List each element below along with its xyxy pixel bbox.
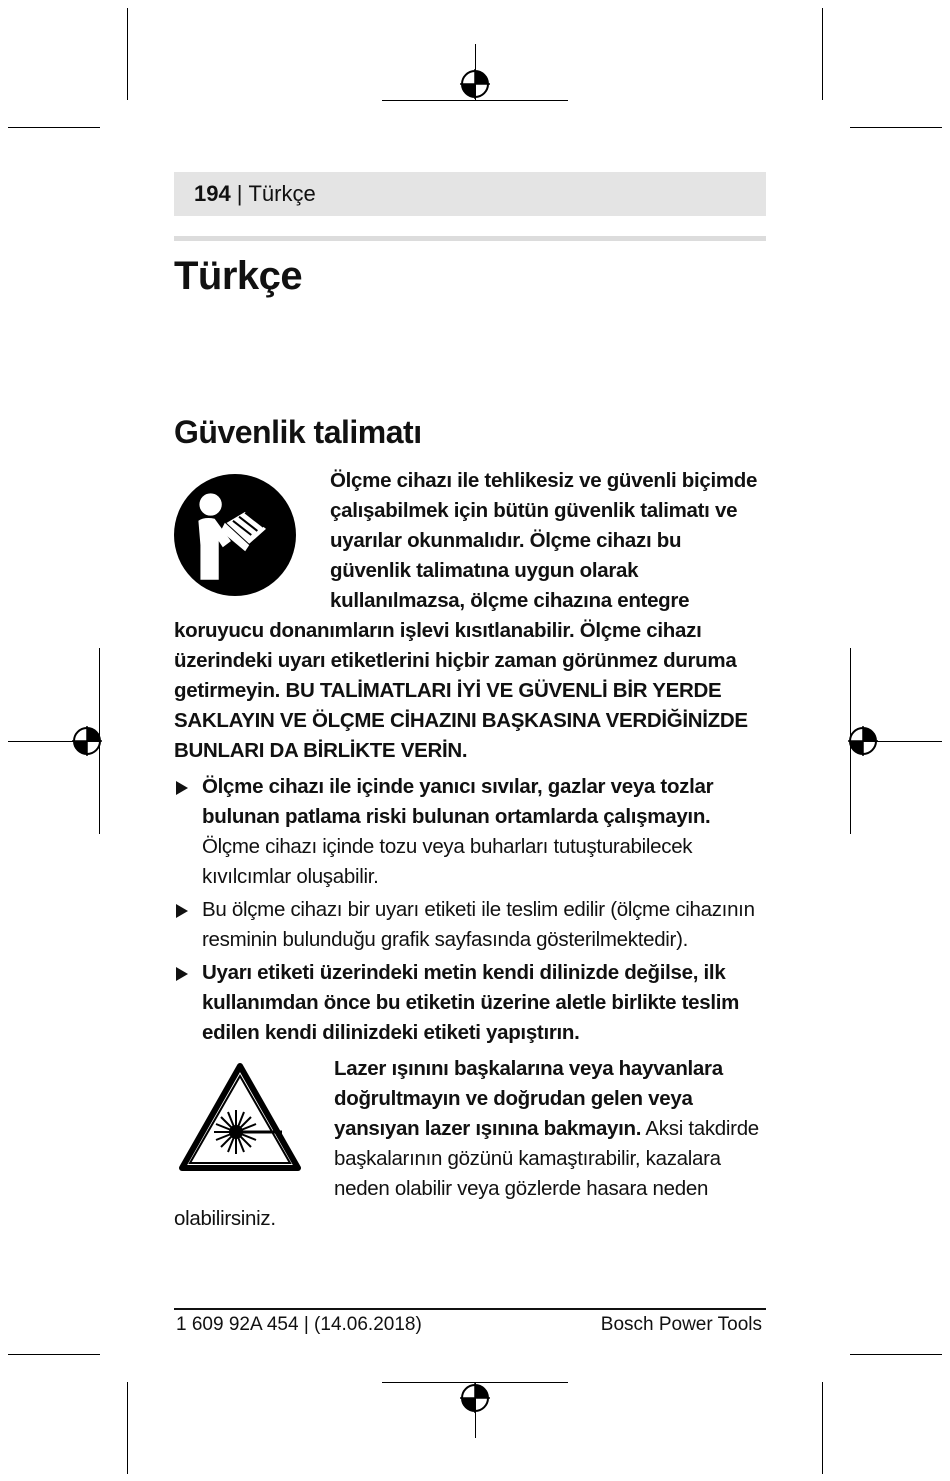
bullet-text: Ölçme cihazı içinde tozu veya buharları tutuşturabilecek kıvılcımlar oluşabilir.	[202, 835, 693, 888]
triangle-bullet-icon	[176, 781, 188, 795]
header-section: Türkçe	[248, 181, 316, 206]
list-item	[174, 958, 766, 1048]
list-item	[174, 772, 766, 892]
crop-mark	[127, 1382, 128, 1474]
laser-warning	[174, 1054, 766, 1234]
safety-bullet-list	[174, 772, 766, 1048]
footer-doc-number: 1 609 92A 454 | (14.06.2018)	[176, 1314, 422, 1335]
registration-mark-icon	[848, 726, 878, 756]
registration-mark-icon	[460, 1383, 490, 1413]
crop-mark	[8, 127, 100, 128]
crop-mark	[822, 1382, 823, 1474]
section-title: Güvenlik talimatı	[174, 414, 422, 450]
triangle-bullet-icon	[176, 904, 188, 918]
laser-warning-detail: Aksi takdirde başkalarının gözünü kamaştırabilir, kazalara neden olabilir veya gözlerde hasara neden olabilirsiniz.	[174, 1117, 759, 1230]
crop-mark	[127, 8, 128, 100]
page-number: 194	[194, 181, 231, 206]
bullet-text: Bu ölçme cihazı bir uyarı etiketi ile teslim edilir (ölçme cihazının resminin bulunduğu grafik sayfasında gösterilmektedir).	[202, 898, 755, 951]
page-header	[174, 172, 766, 216]
footer-brand: Bosch Power Tools	[600, 1314, 762, 1335]
read-manual-icon	[174, 474, 296, 596]
footer-rule	[174, 1308, 766, 1310]
laser-warning-bold: Lazer ışınını başkalarına veya hayvanlara doğrultmayın ve doğrudan gelen veya yansıyan lazer ışınına bakmayın.	[334, 1057, 723, 1140]
bullet-bold-text: Uyarı etiketi üzerindeki metin kendi dilinizde değilse, ilk kullanımdan önce bu etiketin üzerine aletle birlikte teslim edilen kendi dilinizdeki etiketi yapıştırın.	[202, 961, 740, 1044]
bullet-bold-text: Ölçme cihazı ile içinde yanıcı sıvılar, gazlar veya tozlar bulunan patlama riski bulunan ortamlarda çalışmayın.	[202, 775, 714, 828]
header-rule	[174, 236, 766, 241]
intro-text: Ölçme cihazı ile tehlikesiz ve güvenli biçimde çalışabilmek için bütün güvenlik talimatı ve uyarılar okunmalıdır. Ölçme cihazı bu güvenlik talimatına uygun olarak kullanılmazsa, ölçme cihazına entegre koruyucu donanımların işlevi kısıtlanabilir. Ölçme cihazı üzerindeki uyarı etiketlerini hiçbir zaman görünmez duruma getirmeyin. BU TALİMATLARI İYİ VE GÜVENLİ BİR YERDE SAKLAYIN VE ÖLÇME CİHAZINI BAŞKASINA VERDİĞİNİZDE BUNLARI DA BİRLİKTE VERİN.	[174, 469, 758, 762]
triangle-bullet-icon	[176, 967, 188, 981]
crop-mark	[822, 8, 823, 100]
crop-mark	[850, 1354, 942, 1355]
crop-mark	[850, 127, 942, 128]
page-title: Türkçe	[174, 254, 303, 298]
registration-mark-icon	[72, 726, 102, 756]
header-separator: |	[236, 181, 243, 206]
crop-mark	[8, 1354, 100, 1355]
laser-warning-icon	[178, 1062, 302, 1172]
list-item	[174, 895, 766, 955]
registration-mark-icon	[460, 69, 490, 99]
main-content	[174, 466, 766, 1234]
crop-mark	[382, 100, 568, 101]
